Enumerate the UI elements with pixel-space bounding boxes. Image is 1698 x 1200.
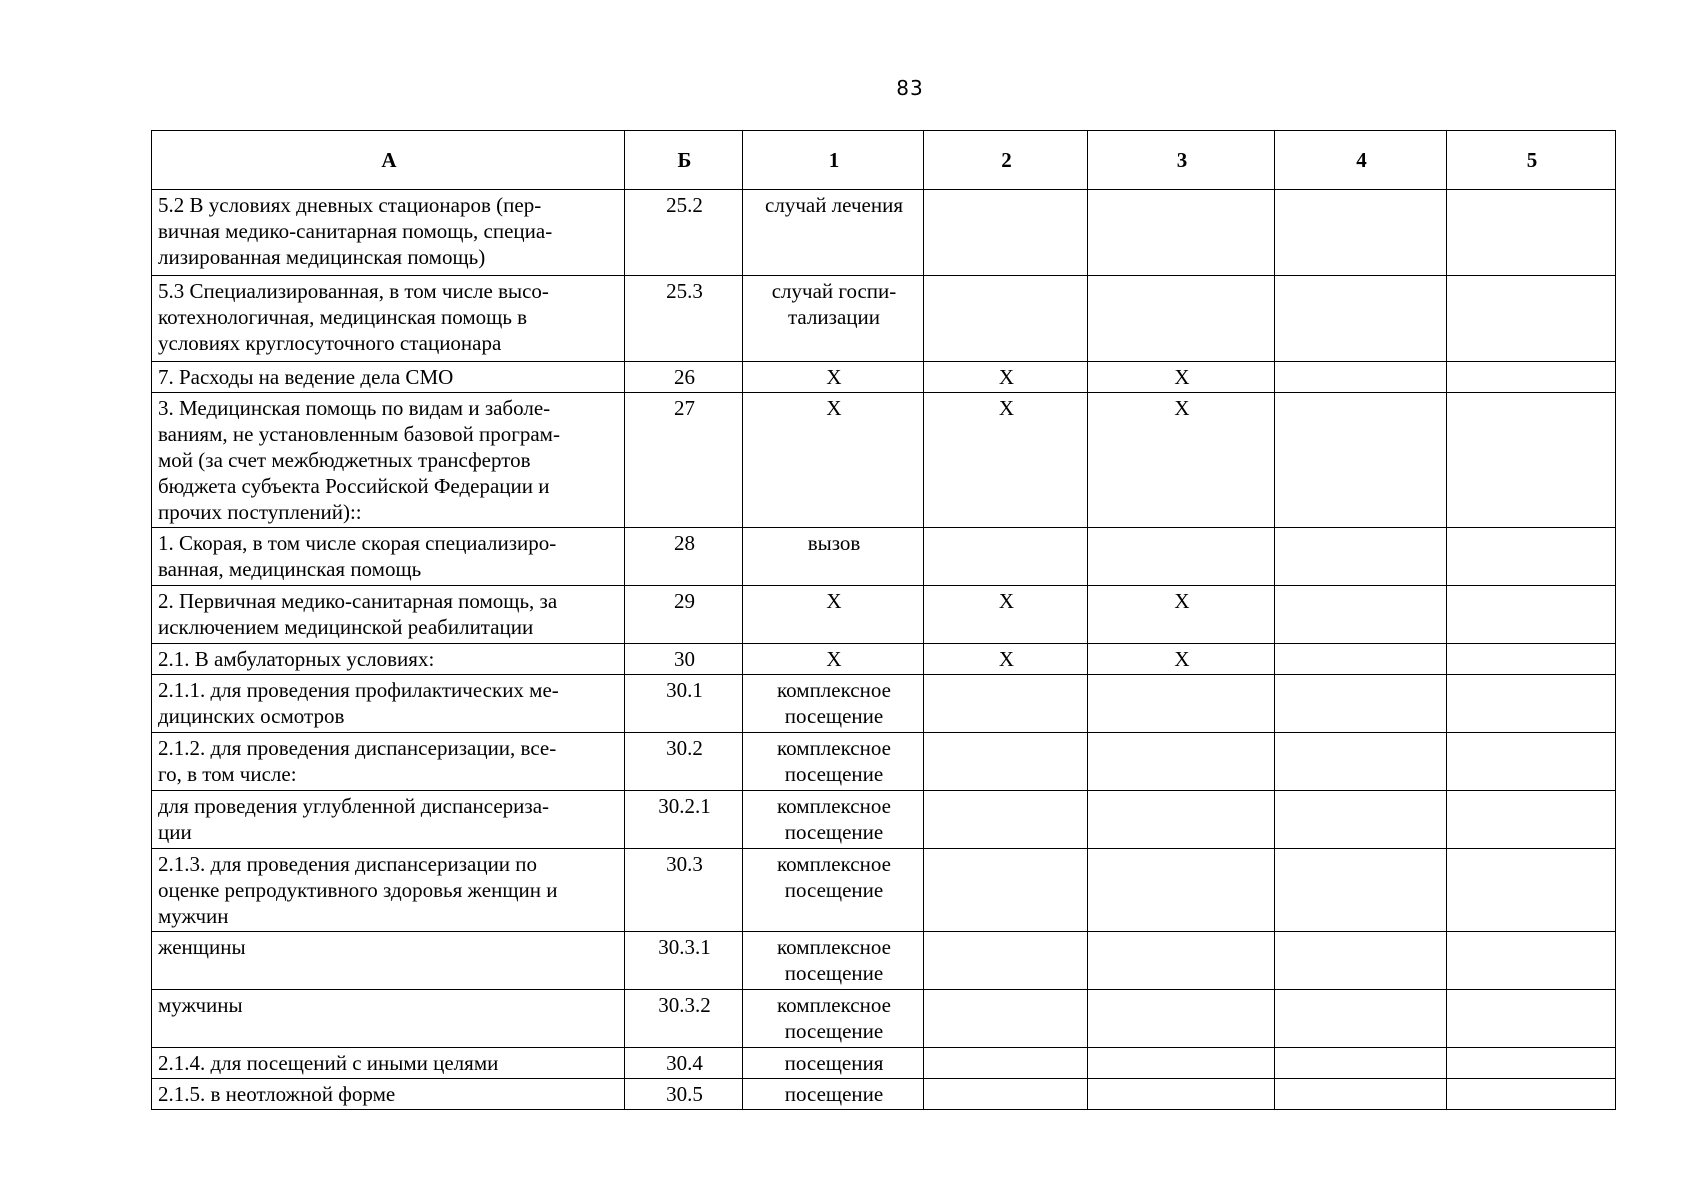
cell-col-4 bbox=[1275, 1079, 1447, 1110]
cell-code-text: 27 bbox=[674, 396, 695, 420]
table-row bbox=[152, 393, 1616, 528]
cell-code-text: 30.3.1 bbox=[658, 935, 711, 959]
cell-code-text: 30.3.2 bbox=[658, 993, 711, 1017]
cell-code bbox=[625, 644, 743, 675]
page-number: 83 bbox=[896, 76, 924, 100]
cell-col-3-text: X bbox=[1174, 589, 1190, 613]
cell-name bbox=[152, 528, 625, 586]
table-row bbox=[152, 586, 1616, 644]
cell-name-text: 2.1.1. для проведения профилактических ме- дицинских осмотров bbox=[158, 678, 559, 728]
table-row bbox=[152, 190, 1616, 276]
cell-col-2 bbox=[924, 932, 1088, 990]
cell-col-4 bbox=[1275, 362, 1447, 393]
cell-col-5 bbox=[1447, 586, 1616, 644]
cell-name-text: 2.1.3. для проведения диспансеризации по оценке репродуктивного здоровья женщин и мужчин bbox=[158, 852, 558, 928]
cell-col-2 bbox=[924, 393, 1088, 528]
cell-name bbox=[152, 932, 625, 990]
cell-unit bbox=[743, 362, 924, 393]
cell-name bbox=[152, 675, 625, 733]
cell-unit-text: комплексное посещение bbox=[777, 935, 891, 985]
cell-code bbox=[625, 733, 743, 791]
cell-col-4 bbox=[1275, 990, 1447, 1048]
cell-col-2 bbox=[924, 791, 1088, 849]
table-body bbox=[152, 190, 1616, 1110]
cell-code-text: 25.3 bbox=[666, 279, 703, 303]
cell-col-3 bbox=[1088, 1048, 1275, 1079]
cell-col-5 bbox=[1447, 733, 1616, 791]
cell-name bbox=[152, 276, 625, 362]
cell-name bbox=[152, 1079, 625, 1110]
cell-col-3 bbox=[1088, 791, 1275, 849]
cell-name-text: женщины bbox=[158, 935, 246, 959]
cell-name bbox=[152, 849, 625, 932]
cell-col-5 bbox=[1447, 849, 1616, 932]
cell-name-text: 5.2 В условиях дневных стационаров (пер- вичная медико-санитарная помощь, специа- лизированная медицинская помощь) bbox=[158, 193, 553, 269]
cell-unit-text: X bbox=[826, 647, 842, 671]
cell-name bbox=[152, 733, 625, 791]
cell-col-5 bbox=[1447, 528, 1616, 586]
cell-name bbox=[152, 586, 625, 644]
cell-name-text: 2.1.4. для посещений с иными целями bbox=[158, 1051, 499, 1075]
table-row bbox=[152, 1079, 1616, 1110]
cell-code bbox=[625, 586, 743, 644]
table-row bbox=[152, 791, 1616, 849]
cell-col-3 bbox=[1088, 190, 1275, 276]
cell-name bbox=[152, 393, 625, 528]
cell-col-3 bbox=[1088, 644, 1275, 675]
cell-unit-text: комплексное посещение bbox=[777, 993, 891, 1043]
cell-unit bbox=[743, 586, 924, 644]
cell-col-3 bbox=[1088, 528, 1275, 586]
cell-col-3 bbox=[1088, 849, 1275, 932]
cell-code bbox=[625, 190, 743, 276]
cell-name-text: 2.1. В амбулаторных условиях: bbox=[158, 647, 435, 671]
cell-code-text: 25.2 bbox=[666, 193, 703, 217]
table-row bbox=[152, 990, 1616, 1048]
cell-unit bbox=[743, 190, 924, 276]
cell-code-text: 30.1 bbox=[666, 678, 703, 702]
cell-code-text: 28 bbox=[674, 531, 695, 555]
table-row bbox=[152, 849, 1616, 932]
cell-unit-text: комплексное посещение bbox=[777, 736, 891, 786]
cell-unit bbox=[743, 276, 924, 362]
cell-code-text: 30.2 bbox=[666, 736, 703, 760]
cell-unit-text: комплексное посещение bbox=[777, 678, 891, 728]
column-header-1: 1 bbox=[743, 131, 924, 190]
cell-unit bbox=[743, 393, 924, 528]
cell-unit-text: X bbox=[826, 589, 842, 613]
cell-col-5 bbox=[1447, 990, 1616, 1048]
cell-col-2 bbox=[924, 849, 1088, 932]
cell-unit-text: комплексное посещение bbox=[777, 852, 891, 902]
cell-col-2-text: X bbox=[998, 647, 1015, 671]
cell-col-2-text: X bbox=[998, 589, 1015, 613]
cell-unit bbox=[743, 791, 924, 849]
cell-col-2 bbox=[924, 733, 1088, 791]
table-header-row bbox=[152, 131, 1616, 190]
cell-code-text: 30.3 bbox=[666, 852, 703, 876]
cell-col-4 bbox=[1275, 791, 1447, 849]
cell-col-3-text: X bbox=[1174, 647, 1190, 671]
cell-col-2 bbox=[924, 276, 1088, 362]
cell-unit-text: случай госпи- тализации bbox=[771, 279, 897, 329]
cell-code bbox=[625, 1048, 743, 1079]
cell-col-5 bbox=[1447, 362, 1616, 393]
cell-code bbox=[625, 791, 743, 849]
table-row bbox=[152, 644, 1616, 675]
cell-col-2-text: X bbox=[998, 396, 1015, 420]
cell-col-5 bbox=[1447, 393, 1616, 528]
column-header-5: 5 bbox=[1447, 131, 1616, 190]
cell-col-3 bbox=[1088, 1079, 1275, 1110]
cell-col-4 bbox=[1275, 849, 1447, 932]
cell-code bbox=[625, 849, 743, 932]
cell-name-text: 5.3 Специализированная, в том числе высо- котехнологичная, медицинская помощь в условиях круглосуточного стационара bbox=[158, 279, 549, 355]
table-row bbox=[152, 362, 1616, 393]
cell-col-5 bbox=[1447, 791, 1616, 849]
cell-unit-text: X bbox=[826, 396, 842, 420]
table-row bbox=[152, 733, 1616, 791]
column-header-4: 4 bbox=[1275, 131, 1447, 190]
cell-name bbox=[152, 190, 625, 276]
cell-name-text: 2.1.5. в неотложной форме bbox=[158, 1082, 396, 1106]
column-header-a: А bbox=[152, 131, 625, 190]
cell-col-5 bbox=[1447, 190, 1616, 276]
cell-name bbox=[152, 644, 625, 675]
cell-col-4 bbox=[1275, 586, 1447, 644]
cell-col-5 bbox=[1447, 1048, 1616, 1079]
cell-col-4 bbox=[1275, 190, 1447, 276]
cell-col-4 bbox=[1275, 528, 1447, 586]
table-row bbox=[152, 276, 1616, 362]
cell-name-text: 2. Первичная медико-санитарная помощь, за исключением медицинской реабилитации bbox=[158, 589, 558, 639]
cell-code bbox=[625, 990, 743, 1048]
cell-name-text: 7. Расходы на ведение дела СМО bbox=[158, 365, 454, 389]
column-header-2: 2 bbox=[924, 131, 1088, 190]
cell-col-4 bbox=[1275, 733, 1447, 791]
column-header-b: Б bbox=[625, 131, 743, 190]
cell-col-5 bbox=[1447, 276, 1616, 362]
cell-name bbox=[152, 791, 625, 849]
cell-code bbox=[625, 675, 743, 733]
cell-col-3 bbox=[1088, 990, 1275, 1048]
cell-col-2 bbox=[924, 362, 1088, 393]
cell-code-text: 30.5 bbox=[666, 1082, 703, 1106]
cell-code-text: 30.2.1 bbox=[658, 794, 711, 818]
cell-name bbox=[152, 362, 625, 393]
cell-unit-text: посещение bbox=[784, 1082, 884, 1106]
cell-unit-text: посещения bbox=[784, 1051, 884, 1075]
cell-unit-text: вызов bbox=[807, 531, 861, 555]
cell-col-2 bbox=[924, 644, 1088, 675]
cell-col-2 bbox=[924, 1048, 1088, 1079]
cell-name bbox=[152, 990, 625, 1048]
cell-col-4 bbox=[1275, 276, 1447, 362]
data-table bbox=[151, 130, 1616, 1110]
cell-col-3-text: X bbox=[1174, 396, 1190, 420]
cell-col-4 bbox=[1275, 932, 1447, 990]
cell-name bbox=[152, 1048, 625, 1079]
cell-col-5 bbox=[1447, 932, 1616, 990]
cell-unit bbox=[743, 733, 924, 791]
cell-col-2 bbox=[924, 675, 1088, 733]
cell-code bbox=[625, 362, 743, 393]
cell-unit bbox=[743, 1079, 924, 1110]
cell-code-text: 26 bbox=[674, 365, 695, 389]
cell-name-text: 3. Медицинская помощь по видам и заболе- ваниям, не установленным базовой програм- мой (за счет межбюджетных трансфертов бюджета субъекта Российской Федерации и прочих поступлений):: bbox=[158, 396, 560, 524]
cell-name-text: для проведения углубленной диспансериза- ции bbox=[158, 794, 550, 844]
cell-code bbox=[625, 393, 743, 528]
table-row bbox=[152, 675, 1616, 733]
cell-code bbox=[625, 1079, 743, 1110]
cell-code-text: 30 bbox=[674, 647, 695, 671]
cell-unit-text: случай лечения bbox=[765, 193, 903, 217]
cell-col-3-text: X bbox=[1174, 365, 1190, 389]
cell-col-2 bbox=[924, 586, 1088, 644]
cell-name-text: 2.1.2. для проведения диспансеризации, все- го, в том числе: bbox=[158, 736, 557, 786]
cell-col-3 bbox=[1088, 362, 1275, 393]
cell-col-3 bbox=[1088, 276, 1275, 362]
cell-col-2 bbox=[924, 190, 1088, 276]
cell-code bbox=[625, 528, 743, 586]
cell-unit-text: комплексное посещение bbox=[777, 794, 891, 844]
cell-unit bbox=[743, 644, 924, 675]
cell-col-2-text: X bbox=[998, 365, 1015, 389]
cell-unit bbox=[743, 1048, 924, 1079]
cell-unit bbox=[743, 849, 924, 932]
cell-col-3 bbox=[1088, 932, 1275, 990]
cell-col-2 bbox=[924, 528, 1088, 586]
cell-col-5 bbox=[1447, 1079, 1616, 1110]
cell-col-3 bbox=[1088, 586, 1275, 644]
column-header-3: 3 bbox=[1088, 131, 1275, 190]
cell-col-4 bbox=[1275, 1048, 1447, 1079]
cell-code bbox=[625, 932, 743, 990]
cell-name-text: мужчины bbox=[158, 993, 243, 1017]
cell-col-2 bbox=[924, 1079, 1088, 1110]
cell-unit bbox=[743, 675, 924, 733]
cell-col-3 bbox=[1088, 393, 1275, 528]
table-row bbox=[152, 1048, 1616, 1079]
cell-col-5 bbox=[1447, 675, 1616, 733]
cell-code-text: 30.4 bbox=[666, 1051, 703, 1075]
cell-col-3 bbox=[1088, 675, 1275, 733]
cell-col-2 bbox=[924, 990, 1088, 1048]
cell-code bbox=[625, 276, 743, 362]
cell-col-3 bbox=[1088, 733, 1275, 791]
cell-col-5 bbox=[1447, 644, 1616, 675]
cell-code-text: 29 bbox=[674, 589, 695, 613]
table-row bbox=[152, 932, 1616, 990]
cell-col-4 bbox=[1275, 644, 1447, 675]
cell-col-4 bbox=[1275, 393, 1447, 528]
cell-unit bbox=[743, 528, 924, 586]
cell-name-text: 1. Скорая, в том числе скорая специализиро- ванная, медицинская помощь bbox=[158, 531, 557, 581]
cell-unit-text: X bbox=[826, 365, 842, 389]
table-row bbox=[152, 528, 1616, 586]
cell-unit bbox=[743, 990, 924, 1048]
cell-col-4 bbox=[1275, 675, 1447, 733]
cell-unit bbox=[743, 932, 924, 990]
